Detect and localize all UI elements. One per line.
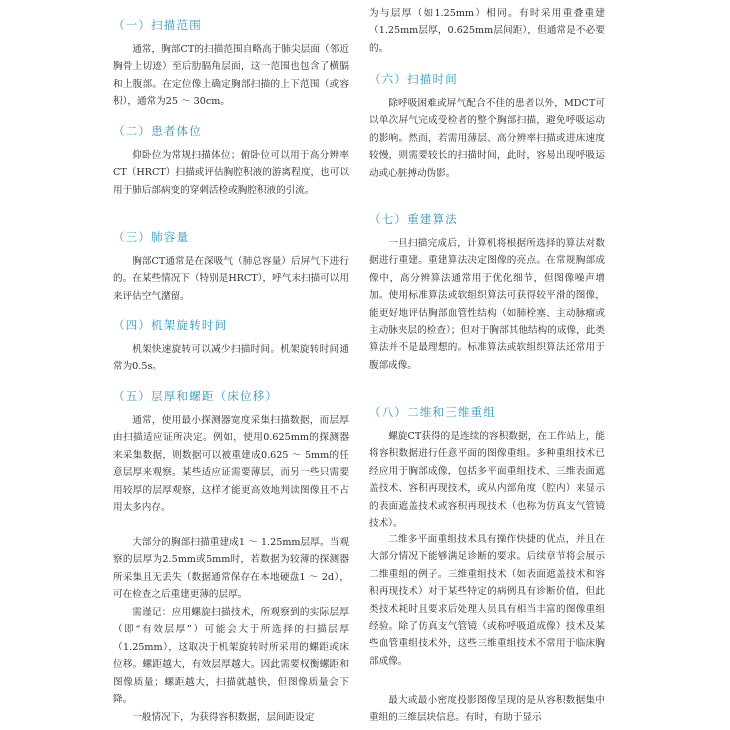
paragraph-lung-volume: 胸部CT通常是在深吸气（肺总容量）后屏气下进行的。在某些情况下（特别是HRCT），呼气末扫描可以用来评估空气潴留。	[113, 256, 349, 302]
paragraph-slice-spacing-continued: 为与层厚（如1.25mm）相同。有时采用重叠重建（1.25mm层厚，0.625mm层间距），但通常是不必要的。	[369, 8, 605, 54]
section-heading-patient-position: （二）患者体位	[113, 124, 202, 138]
paragraph-patient-position: 仰卧位为常规扫描体位；俯卧位可以用于高分辨率CT（HRCT）扫描或评估胸腔积液的游离程度，也可以用于肺后部病变的穿刺活检或胸腔积液的引流。	[113, 150, 349, 196]
paragraph-slice-thickness-3: 需谨记：应用螺旋扫描技术，所观察到的实际层厚（即“有效层厚”）可能会大于所选择的扫描层厚（1.25mm），这取决于机架旋转时所采用的螺距或床位移。螺距越大，有效层厚越大。因此需要权衡螺距和图像质量；螺距越大，扫描就越快，但图像质量会下降。	[113, 607, 349, 706]
paragraph-2d-3d-reconstruction-2: 二维多平面重组技术具有操作快捷的优点，并且在大部分情况下能够满足诊断的要求。后续章节将会展示二维重组的例子。三维重组技术（如表面遮盖技术和容积再现技术）对于某些特定的病例具有诊断价值，但此类技术耗时且要求后处理人员具有相当丰富的图像重组经验。除了仿真支气管镜（或称呼吸道成像）技术及某些血管重组技术外，这些三维重组技术不常用于临床胸部成像。	[369, 534, 605, 667]
paragraph-2d-3d-reconstruction-3: 最大或最小密度投影图像呈现的是从容积数据集中重组的三维层块信息。有时，有助于显示	[369, 695, 605, 724]
section-heading-scan-range: （一）扫描范围	[113, 18, 202, 32]
paragraph-reconstruction-algorithm: 一旦扫描完成后，计算机将根据所选择的算法对数据进行重建。重建算法决定图像的亮点。在常规胸部成像中，高分辨算法通常用于优化细节，但图像噪声增加。使用标准算法或软组织算法可获得较平滑的图像，能更好地评估胸部血管性结构（如肺栓塞、主动脉瘤或主动脉夹层的检查）；但对于胸部其他结构的成像，此类算法并不是最理想的。标准算法或软组织算法还常用于腹部成像。	[369, 238, 605, 371]
paragraph-slice-thickness-1: 通常，使用最小探测器宽度采集扫描数据，而层厚由扫描适应证所决定。例如，使用0.625mm的探测器来采集数据，则数据可以被重建成0.625 ～ 5mm的任意层厚来观察。某些适应证需要薄层，而另一些只需要用较厚的层厚观察，这样才能更高效地判读图像且不占用太多内存。	[113, 415, 349, 514]
section-heading-reconstruction-algorithm: （七）重建算法	[369, 212, 458, 226]
paragraph-slice-thickness-4: 一般情况下，为获得容积数据，层间距设定	[132, 712, 315, 723]
paragraph-gantry-rotation: 机架快速旋转可以减少扫描时间。机架旋转时间通常为0.5s。	[113, 344, 349, 373]
paragraph-scan-time: 除呼吸困难或屏气配合不佳的患者以外，MDCT可以单次屏气完成受检者的整个胸部扫描，避免呼吸运动的影响。然而，若需用薄层、高分辨率扫描或进床速度较慢，则需要较长的扫描时间，此时，容易出现呼吸运动或心脏搏动伪影。	[369, 98, 605, 179]
section-heading-gantry-rotation: （四）机架旋转时间	[113, 318, 228, 332]
paragraph-scan-range: 通常，胸部CT的扫描范围自略高于肺尖层面（邻近胸骨上切迹）至后肋膈角层面，这一范围也包含了横膈和上腹部。在定位像上确定胸部扫描的上下范围（或容积），通常为25 ～ 30cm。	[113, 44, 349, 108]
paragraph-slice-thickness-2: 大部分的胸部扫描重建成1 ～ 1.25mm层厚。当观察的层厚为2.5mm或5mm时，若数据为较薄的探测器所采集且无丢失（数据通常保存在本地硬盘1 ～ 2d），可在检查之后重建更薄的层厚。	[113, 537, 349, 601]
section-heading-slice-thickness-pitch: （五）层厚和螺距（床位移）	[113, 389, 279, 403]
section-heading-scan-time: （六）扫描时间	[369, 72, 458, 86]
section-heading-lung-volume: （三）肺容量	[113, 230, 190, 244]
section-heading-2d-3d-reconstruction: （八）二维和三维重组	[369, 405, 496, 419]
paragraph-2d-3d-reconstruction-1: 螺旋CT获得的是连续的容积数据，在工作站上，能将容积数据进行任意平面的图像重组。多种重组技术已经应用于胸部成像，包括多平面重组技术、三维表面遮盖技术、容积再现技术，或从内部角度（腔内）来显示的表面遮盖技术或容积再现技术（也称为仿真支气管镜技术）。	[369, 431, 605, 530]
